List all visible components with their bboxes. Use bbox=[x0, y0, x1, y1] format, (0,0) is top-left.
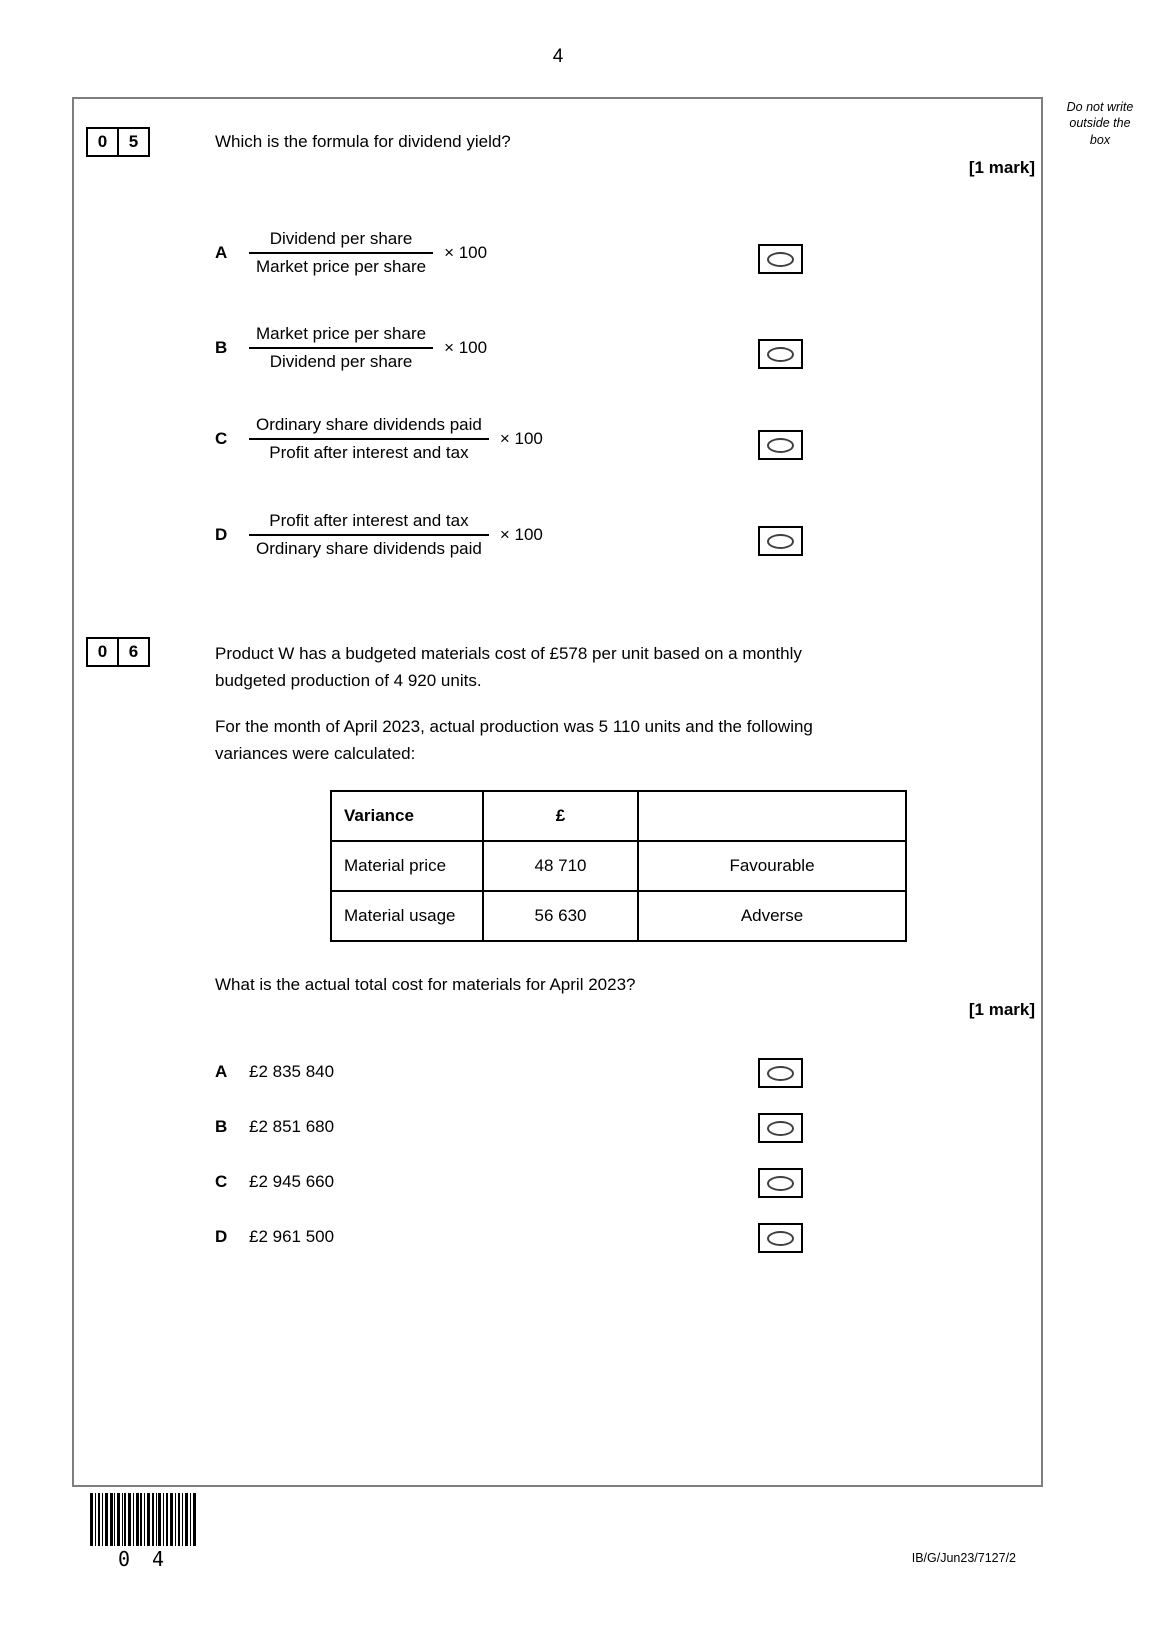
page-number: 4 bbox=[552, 46, 564, 67]
fraction-numerator: Profit after interest and tax bbox=[249, 510, 489, 536]
q05-option-c-checkbox[interactable] bbox=[758, 430, 803, 460]
table-cell: Adverse bbox=[638, 891, 906, 941]
q06-option-c bbox=[215, 1172, 334, 1192]
table-cell: 56 630 bbox=[483, 891, 638, 941]
q06-intro-line: variances were calculated: bbox=[215, 744, 416, 763]
oval-icon bbox=[767, 534, 794, 549]
q05-question-text: Which is the formula for dividend yield? bbox=[215, 132, 511, 151]
fraction-denominator: Market price per share bbox=[256, 257, 427, 276]
fraction-denominator: Profit after interest and tax bbox=[269, 443, 469, 462]
option-letter: C bbox=[215, 1172, 228, 1191]
q06-option-c-checkbox[interactable] bbox=[758, 1168, 803, 1198]
q05-option-c bbox=[215, 414, 543, 464]
do-not-write-note-line: Do not write bbox=[1066, 100, 1134, 114]
fraction-denominator: Ordinary share dividends paid bbox=[256, 539, 482, 558]
q06-option-a bbox=[215, 1062, 334, 1082]
q05-option-d-checkbox[interactable] bbox=[758, 526, 803, 556]
do-not-write-note bbox=[1051, 99, 1149, 148]
multiplier-label: × 100 bbox=[499, 429, 543, 448]
q06-intro-paragraph-1 bbox=[215, 640, 802, 694]
barcode-digit: 0 bbox=[118, 1547, 131, 1571]
fraction bbox=[249, 323, 433, 373]
fraction-numerator: Ordinary share dividends paid bbox=[249, 414, 489, 440]
q06-option-b bbox=[215, 1117, 334, 1137]
fraction-denominator: Dividend per share bbox=[269, 352, 413, 371]
oval-icon bbox=[767, 1066, 794, 1081]
option-letter: D bbox=[215, 525, 228, 544]
q06-intro-paragraph-2 bbox=[215, 713, 813, 767]
barcode-digit: 4 bbox=[152, 1547, 165, 1571]
table-row bbox=[331, 841, 906, 891]
option-letter: A bbox=[215, 243, 228, 262]
table-header-blank bbox=[638, 791, 906, 841]
option-letter: C bbox=[215, 429, 228, 448]
option-value: £2 835 840 bbox=[249, 1062, 335, 1081]
variance-table bbox=[330, 790, 907, 942]
do-not-write-note-line: outside the bbox=[1069, 116, 1131, 131]
q05-option-d bbox=[215, 510, 543, 560]
oval-icon bbox=[767, 1231, 794, 1246]
q06-option-d bbox=[215, 1227, 334, 1247]
oval-icon bbox=[767, 347, 794, 362]
q06-option-a-checkbox[interactable] bbox=[758, 1058, 803, 1088]
option-value: £2 961 500 bbox=[249, 1227, 335, 1246]
multiplier-label: × 100 bbox=[444, 243, 488, 262]
q05-number-digit: 0 bbox=[86, 127, 119, 157]
option-letter: B bbox=[215, 338, 228, 357]
multiplier-label: × 100 bbox=[444, 338, 488, 357]
paper-reference: IB/G/Jun23/7127/2 bbox=[911, 1551, 1016, 1565]
table-row bbox=[331, 891, 906, 941]
fraction bbox=[249, 228, 433, 278]
table-header-pounds: £ bbox=[483, 791, 638, 841]
table-cell: Favourable bbox=[638, 841, 906, 891]
option-letter: D bbox=[215, 1227, 228, 1246]
q06-number-box bbox=[86, 637, 150, 667]
option-value: £2 945 660 bbox=[249, 1172, 335, 1191]
table-cell: 48 710 bbox=[483, 841, 638, 891]
q05-mark-label: [1 mark] bbox=[968, 158, 1035, 177]
fraction bbox=[249, 414, 489, 464]
table-header-row bbox=[331, 791, 906, 841]
q05-option-a-checkbox[interactable] bbox=[758, 244, 803, 274]
do-not-write-note-line: box bbox=[1089, 132, 1111, 147]
q05-number-box bbox=[86, 127, 150, 157]
table-cell: Material price bbox=[331, 841, 483, 891]
oval-icon bbox=[767, 1121, 794, 1136]
q06-mark-label: [1 mark] bbox=[968, 1000, 1035, 1019]
q06-intro-line: For the month of April 2023, actual production was 5 110 units and the following bbox=[215, 717, 813, 736]
q06-question-text: What is the actual total cost for materials for April 2023? bbox=[215, 975, 636, 994]
q06-intro-line: Product W has a budgeted materials cost of £578 per unit based on a monthly bbox=[215, 644, 802, 663]
fraction bbox=[249, 510, 489, 560]
oval-icon bbox=[767, 438, 794, 453]
q05-option-b-checkbox[interactable] bbox=[758, 339, 803, 369]
multiplier-label: × 100 bbox=[499, 525, 543, 544]
fraction-numerator: Dividend per share bbox=[249, 228, 433, 254]
oval-icon bbox=[767, 252, 794, 267]
q05-option-a bbox=[215, 228, 487, 278]
q06-number-digit: 0 bbox=[86, 637, 119, 667]
q05-option-b bbox=[215, 323, 487, 373]
q06-option-b-checkbox[interactable] bbox=[758, 1113, 803, 1143]
option-letter: A bbox=[215, 1062, 228, 1081]
q05-number-digit: 5 bbox=[117, 127, 150, 157]
option-letter: B bbox=[215, 1117, 228, 1136]
q06-intro-line: budgeted production of 4 920 units. bbox=[215, 671, 482, 690]
q06-number-digit: 6 bbox=[117, 637, 150, 667]
table-cell: Material usage bbox=[331, 891, 483, 941]
table-header-variance: Variance bbox=[331, 791, 483, 841]
option-value: £2 851 680 bbox=[249, 1117, 335, 1136]
barcode bbox=[90, 1493, 196, 1546]
fraction-numerator: Market price per share bbox=[249, 323, 433, 349]
q06-option-d-checkbox[interactable] bbox=[758, 1223, 803, 1253]
oval-icon bbox=[767, 1176, 794, 1191]
